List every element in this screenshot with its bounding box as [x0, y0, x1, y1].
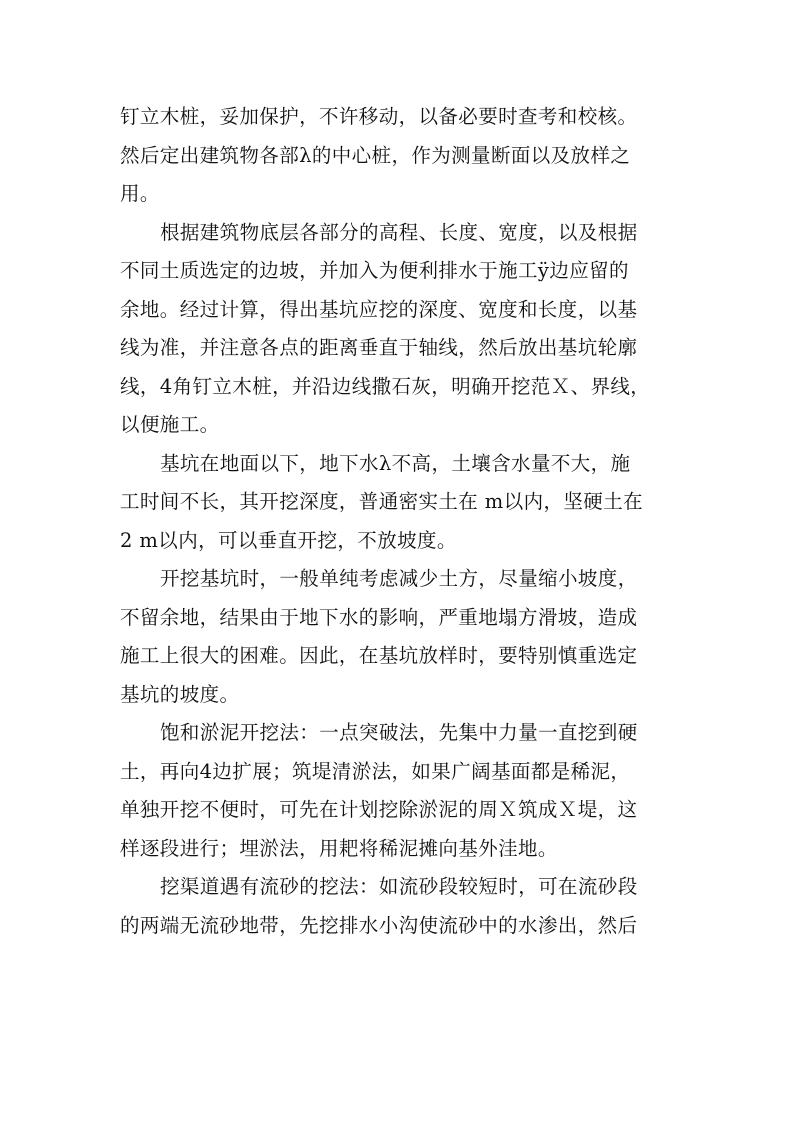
text-line: 用。	[120, 182, 160, 205]
paragraph-first-line: 挖渠道遇有流砂的挖法：如流砂段较短时，可在流砂段	[160, 875, 638, 898]
text-line: 不同土质选定的边坡，并加入为便利排水于施工ÿ边应留的	[120, 259, 629, 282]
text-line: 单独开挖不便时，可先在计划挖除淤泥的周Ｘ筑成Ｘ堤，这	[120, 798, 638, 821]
paragraph-first-line: 根据建筑物底层各部分的高程、长度、宽度，以及根据	[160, 220, 638, 244]
text-line: 土，再向4边扩展；筑堤清淤法，如果广阔基面都是稀泥，	[120, 759, 631, 783]
document-body	[120, 98, 680, 945]
paragraph-first-line: 开挖基坑时，一般单纯考虑减少土方，尽量缩小坡度，	[160, 567, 638, 590]
text-line: 余地。经过计算，得出基坑应挖的深度、宽度和长度，以基	[120, 297, 638, 321]
text-line: 样逐段进行；埋淤法，用耙将稀泥摊向基外洼地。	[120, 836, 558, 860]
paragraph-first-line: 基坑在地面以下，地下水λ不高，土壤含水量不大，施	[160, 451, 631, 475]
text-line: 线为准，并注意各点的距离垂直于轴线，然后放出基坑轮廓	[120, 336, 638, 359]
text-line: 钉立木桩，妥加保护，不许移动，以备必要时查考和校核。	[120, 105, 638, 128]
text-line: 不留余地，结果由于地下水的影响，严重地塌方滑坡，造成	[120, 605, 638, 629]
paragraph-first-line: 饱和淤泥开挖法：一点突破法，先集中力量一直挖到硬	[160, 721, 638, 744]
text-line: 以便施工。	[120, 413, 220, 436]
text-line: 工时间不长，其开挖深度，普通密实土在 m以内，坚硬土在	[120, 490, 643, 513]
text-line: 然后定出建筑物各部λ的中心桩，作为测量断面以及放样之	[120, 143, 631, 167]
text-line: 的两端无流砂地带，先挖排水小沟使流砂中的水渗出，然后	[120, 913, 638, 937]
text-line: 施工上很大的困难。因此，在基坑放样时，要特别慎重选定	[120, 644, 638, 667]
text-line: 线，4角钉立木桩，并沿边线撒石灰，明确开挖范Ｘ、界线，	[120, 374, 651, 398]
text-line: 基坑的坡度。	[120, 682, 240, 706]
text-line: 2 m以内，可以垂直开挖，不放坡度。	[120, 528, 457, 552]
